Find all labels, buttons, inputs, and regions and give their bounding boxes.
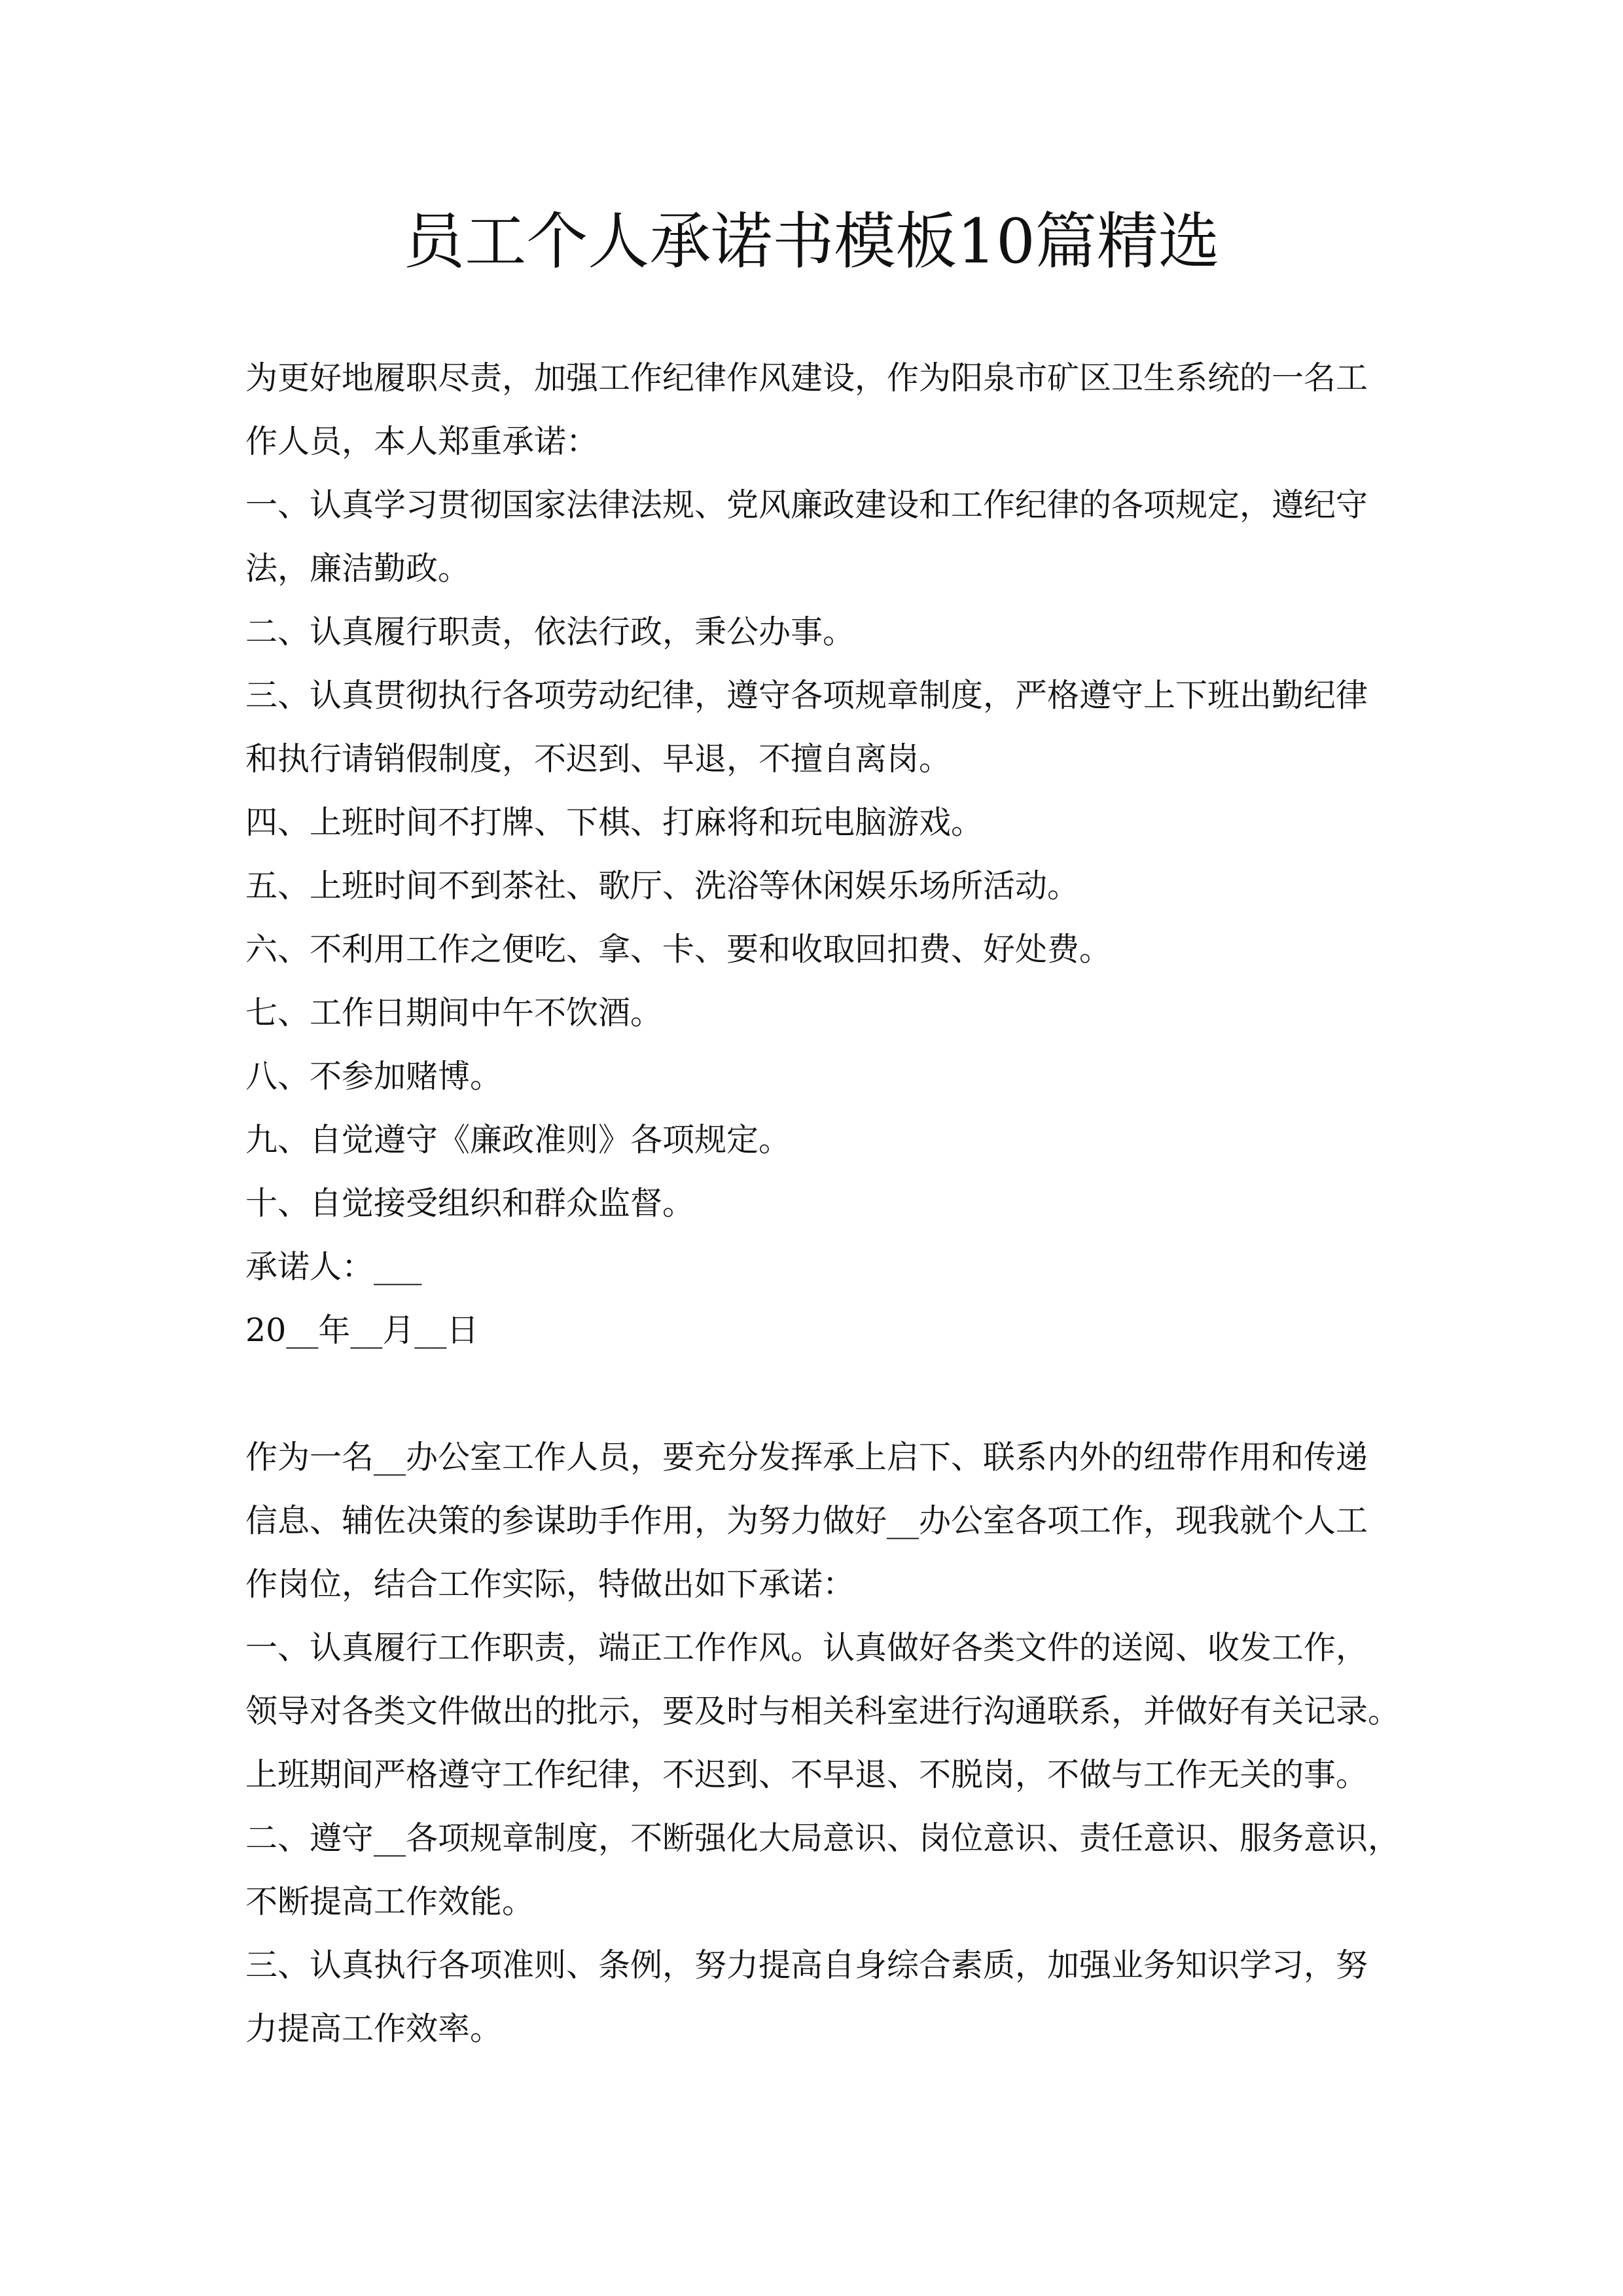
text-line: 领导对各类文件做出的批示，要及时与相关科室进行沟通联系，并做好有关记录。	[245, 1693, 1400, 1730]
document-body	[245, 346, 1400, 2060]
section-1	[245, 346, 1397, 1362]
text-line: 二、遵守__各项规章制度，不断强化大局意识、岗位意识、责任意识、服务意识，	[245, 1820, 1400, 1857]
text-line: 七、工作日期间中午不饮酒。	[245, 994, 663, 1031]
text-line: 和执行请销假制度，不迟到、早退，不擅自离岗。	[245, 740, 952, 778]
document-title: 员工个人承诺书模板10篇精选	[403, 206, 1220, 278]
text-line: 一、认真履行工作职责，端正工作作风。认真做好各类文件的送阅、收发工作，	[245, 1629, 1368, 1666]
text-line: 六、不利用工作之便吃、拿、卡、要和收取回扣费、好处费。	[245, 931, 1112, 968]
signatory-line: 承诺人：___	[245, 1248, 422, 1285]
text-line: 不断提高工作效能。	[245, 1883, 535, 1920]
text-line: 上班期间严格遵守工作纪律，不迟到、不早退、不脱岗，不做与工作无关的事。	[245, 1756, 1368, 1793]
text-line: 二、认真履行职责，依法行政，秉公办事。	[245, 613, 855, 651]
text-line: 三、认真贯彻执行各项劳动纪律，遵守各项规章制度，严格遵守上下班出勤纪律	[245, 677, 1368, 714]
section-gap	[245, 1362, 1397, 1426]
date-line: 20__年__月__日	[245, 1312, 479, 1349]
text-line: 五、上班时间不到茶社、歌厅、洗浴等休闲娱乐场所活动。	[245, 867, 1080, 905]
text-line: 作岗位，结合工作实际，特做出如下承诺：	[245, 1566, 855, 1603]
text-line: 四、上班时间不打牌、下棋、打麻将和玩电脑游戏。	[245, 804, 984, 841]
text-line: 为更好地履职尽责，加强工作纪律作风建设，作为阳泉市矿区卫生系统的一名工	[245, 359, 1368, 397]
text-line: 法，廉洁勤政。	[245, 550, 471, 587]
text-line: 三、认真执行各项准则、条例，努力提高自身综合素质，加强业务知识学习，努	[245, 1946, 1368, 1984]
text-line: 八、不参加赌博。	[245, 1058, 503, 1095]
text-line: 九、自觉遵守《廉政准则》各项规定。	[245, 1121, 791, 1158]
text-line: 作为一名__办公室工作人员，要充分发挥承上启下、联系内外的纽带作用和传递	[245, 1439, 1368, 1476]
section-2	[245, 1426, 1400, 2060]
text-line: 作人员，本人郑重承诺：	[245, 423, 599, 460]
text-line: 信息、辅佐决策的参谋助手作用，为努力做好__办公室各项工作，现我就个人工	[245, 1502, 1368, 1539]
text-line: 一、认真学习贯彻国家法律法规、党风廉政建设和工作纪律的各项规定，遵纪守	[245, 486, 1368, 524]
text-line: 力提高工作效率。	[245, 2010, 503, 2047]
text-line: 十、自觉接受组织和群众监督。	[245, 1185, 695, 1222]
